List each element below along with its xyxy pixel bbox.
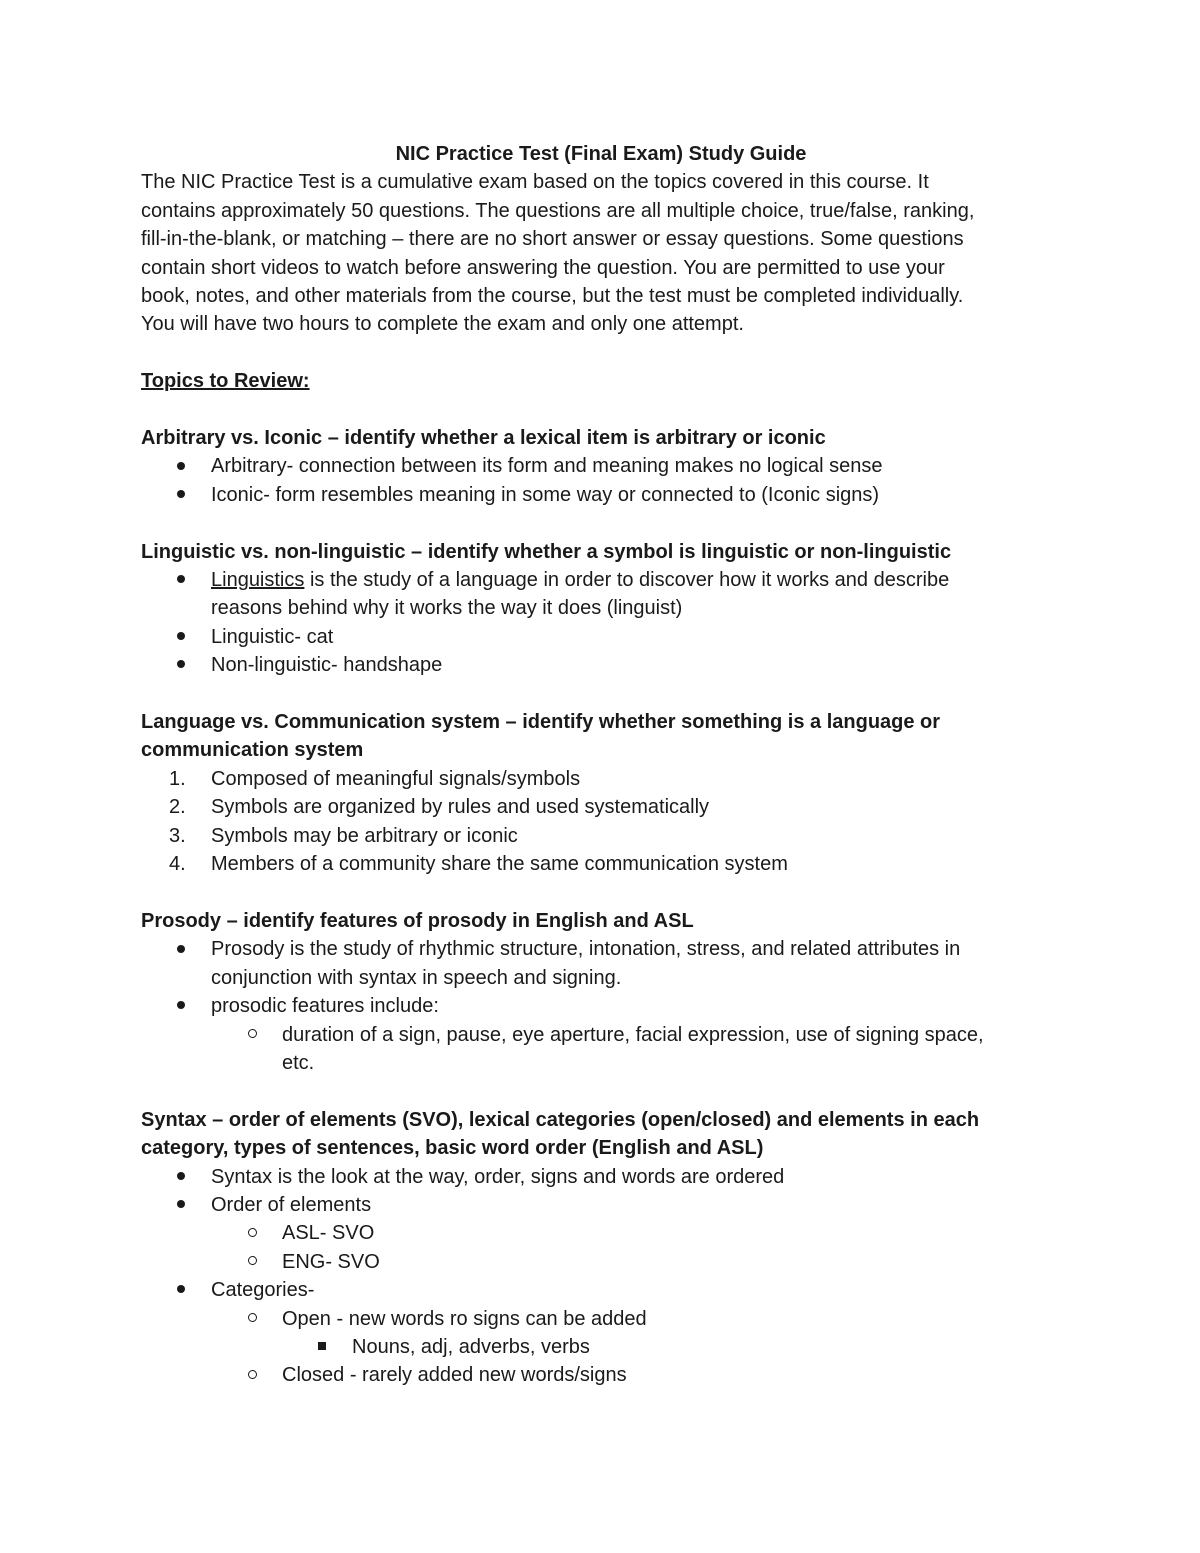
intro-line: contain short videos to watch before answering the question. You are permitted to use your bbox=[141, 256, 945, 279]
section-heading: Language vs. Communication system – identify whether something is a language or bbox=[141, 711, 941, 734]
section-arbitrary-iconic bbox=[141, 424, 1061, 509]
intro-line: You will have two hours to complete the exam and only one attempt. bbox=[141, 313, 744, 336]
list-item: Syntax is the look at the way, order, signs and words are ordered bbox=[141, 1163, 1061, 1191]
bullet-icon bbox=[177, 575, 185, 583]
bullet-icon bbox=[177, 1200, 185, 1208]
intro-line: contains approximately 50 questions. The questions are all multiple choice, true/false, ranking, bbox=[141, 199, 975, 222]
numbered-item: 1. Composed of meaningful signals/symbols bbox=[169, 767, 581, 790]
hollow-bullet-icon bbox=[248, 1256, 257, 1265]
intro-line: book, notes, and other materials from the course, but the test must be completed individually. bbox=[141, 285, 964, 308]
section-syntax bbox=[141, 1106, 1061, 1390]
intro-paragraph bbox=[141, 168, 1061, 338]
sub-list-item: duration of a sign, pause, eye aperture, facial expression, use of signing space, etc. bbox=[141, 1021, 1061, 1078]
section-language bbox=[141, 708, 1061, 878]
hollow-bullet-icon bbox=[248, 1313, 257, 1322]
section-linguistic bbox=[141, 538, 1061, 680]
list-item: prosodic features include: bbox=[141, 992, 1061, 1020]
list-item: Order of elements bbox=[141, 1191, 1061, 1219]
section-heading: Linguistic vs. non-linguistic – identify whether a symbol is linguistic or non-linguistic bbox=[141, 540, 952, 563]
intro-line: fill-in-the-blank, or matching – there are no short answer or essay questions. Some questions bbox=[141, 228, 964, 251]
bullet-icon bbox=[177, 945, 185, 953]
sub-list-item: ENG- SVO bbox=[141, 1248, 1061, 1276]
section-prosody bbox=[141, 907, 1061, 1077]
list-item: Linguistic- cat bbox=[141, 623, 1061, 651]
bullet-icon bbox=[177, 1172, 185, 1180]
sub-list-item: ASL- SVO bbox=[141, 1219, 1061, 1247]
topics-heading: Topics to Review: bbox=[141, 370, 310, 393]
list-item: Categories- bbox=[141, 1276, 1061, 1304]
bullet-icon bbox=[177, 1285, 185, 1293]
bullet-icon bbox=[177, 632, 185, 640]
document-page bbox=[141, 140, 1061, 1390]
section-heading: Prosody – identify features of prosody in English and ASL bbox=[141, 909, 694, 932]
page-title: NIC Practice Test (Final Exam) Study Guide bbox=[395, 143, 807, 165]
list-item: Prosody is the study of rhythmic structure, intonation, stress, and related attributes in conjunction with syntax in speech and signing. bbox=[141, 935, 1061, 992]
hollow-bullet-icon bbox=[248, 1228, 257, 1237]
bullet-icon bbox=[177, 462, 185, 470]
section-heading: Syntax – order of elements (SVO), lexical categories (open/closed) and elements in each bbox=[141, 1108, 980, 1131]
intro-line: The NIC Practice Test is a cumulative exam based on the topics covered in this course. It bbox=[141, 171, 929, 194]
list-item: Iconic- form resembles meaning in some way or connected to (Iconic signs) bbox=[141, 481, 1061, 509]
bullet-icon bbox=[177, 490, 185, 498]
section-heading-cont: communication system bbox=[141, 739, 364, 762]
bullet-icon bbox=[177, 660, 185, 668]
section-heading: Arbitrary vs. Iconic – identify whether a lexical item is arbitrary or iconic bbox=[141, 427, 826, 450]
section-heading-cont: category, types of sentences, basic word order (English and ASL) bbox=[141, 1137, 764, 1160]
list-item: Non-linguistic- handshape bbox=[141, 651, 1061, 679]
list-item: Linguistics is the study of a language in order to discover how it works and describe reasons behind why it works the way it does (linguist) bbox=[141, 566, 1061, 623]
hollow-bullet-icon bbox=[248, 1370, 257, 1379]
hollow-bullet-icon bbox=[248, 1029, 257, 1038]
numbered-item: 3. Symbols may be arbitrary or iconic bbox=[169, 824, 518, 847]
sub-list-item: Open - new words ro signs can be added bbox=[141, 1305, 1061, 1333]
list-item: Arbitrary- connection between its form and meaning makes no logical sense bbox=[141, 452, 1061, 480]
bullet-icon bbox=[177, 1001, 185, 1009]
numbered-item: 4. Members of a community share the same communication system bbox=[169, 853, 788, 876]
square-bullet-icon bbox=[318, 1342, 326, 1350]
term-linguistics: Linguistics bbox=[211, 569, 305, 592]
sub-list-item: Closed - rarely added new words/signs bbox=[141, 1361, 1061, 1389]
sub-sub-list-item: Nouns, adj, adverbs, verbs bbox=[141, 1333, 1061, 1361]
numbered-item: 2. Symbols are organized by rules and used systematically bbox=[169, 796, 710, 819]
